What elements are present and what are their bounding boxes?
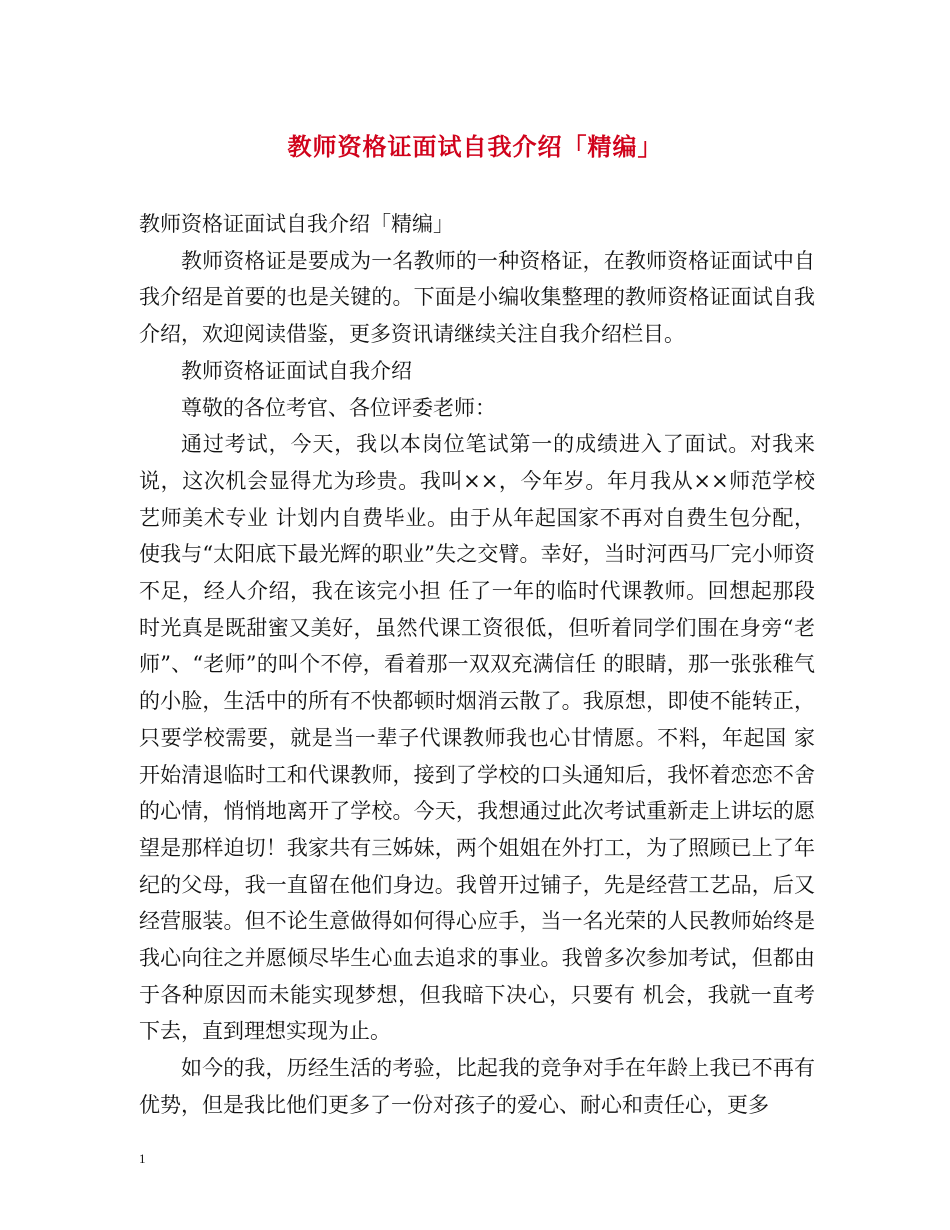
document-title: 教师资格证面试自我介绍「精编」 [287, 132, 663, 161]
document-body [139, 206, 815, 1124]
paragraph: 通过考试，今天，我以本岗位笔试第一的成绩进入了面试。对我来说，这次机会显得尤为珍贵。我叫××，今年岁。年月我从××师范学校艺师美术专业 计划内自费毕业。由于从年起国家不再对自费生包分配，使我与“太阳底下最光辉的职业”失之交臂。幸好，当时河西马厂完小师资不足，经人介绍，我在该完小担 任了一年的临时代课教师。回想起那段时光真是既甜蜜又美好，虽然代课工资很低，但听着同学们围在身旁“老师”、“老师”的叫个不停，看着那一双双充满信任 的眼睛，那一张张稚气的小脸，生活中的所有不快都顿时烟消云散了。我原想，即使不能转正，只要学校需要，就是当一辈子代课教师我也心甘情愿。不料，年起国 家开始清退临时工和代课教师，接到了学校的口头通知后，我怀着恋恋不舍的心情，悄悄地离开了学校。今天，我想通过此次考试重新走上讲坛的愿望是那样迫切！我家共有三姊妹，两个姐姐在外打工，为了照顾已上了年纪的父母，我一直留在他们身边。我曾开过铺子，先是经营工艺品，后又经营服装。但不论生意做得如何得心应手，当一名光荣的人民教师始终是我心向往之并愿倾尽毕生心血去追求的事业。我曾多次参加考试，但都由于各种原因而未能实现梦想，但我暗下决心，只要有 机会，我就一直考下去，直到理想实现为止。 [139, 432, 815, 1044]
paragraph: 教师资格证是要成为一名教师的一种资格证，在教师资格证面试中自我介绍是首要的也是关键的。下面是小编收集整理的教师资格证面试自我介绍，欢迎阅读借鉴，更多资讯请继续关注自我介绍栏目。 [139, 248, 815, 347]
paragraph: 教师资格证面试自我介绍 [181, 358, 412, 383]
paragraph: 如今的我，历经生活的考验，比起我的竞争对手在年龄上我已不再有优势，但是我比他们更多了一份对孩子的爱心、耐心和责任心，更多 [139, 1056, 815, 1117]
paragraph: 教师资格证面试自我介绍「精编」 [139, 212, 454, 236]
paragraph: 尊敬的各位考官、各位评委老师： [181, 395, 496, 420]
page-number: 1 [139, 1151, 146, 1166]
